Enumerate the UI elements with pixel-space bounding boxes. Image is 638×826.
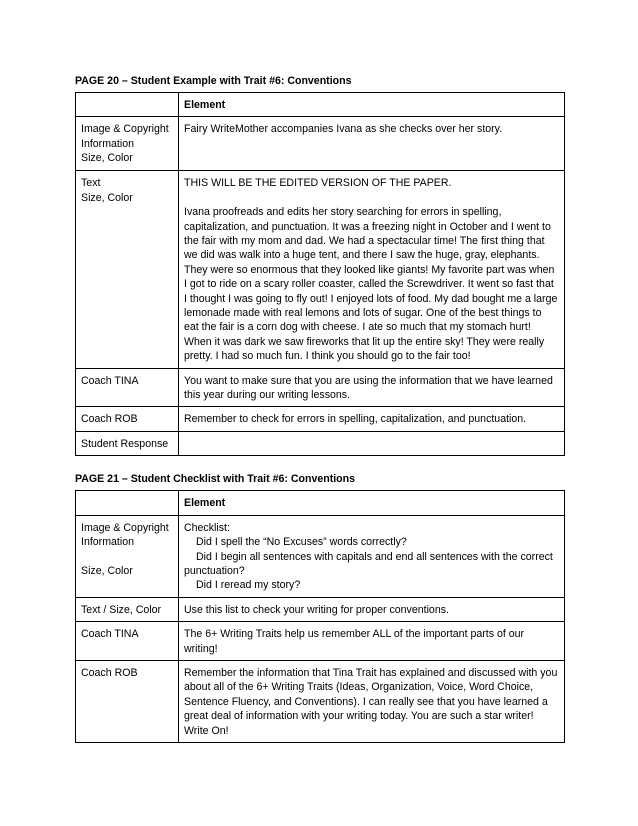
label-line: Size, Color [81, 564, 133, 577]
row-label-coach-tina: Coach TINA [76, 368, 179, 407]
label-line: Text [81, 177, 101, 190]
checklist-title: Checklist: [184, 521, 230, 534]
table-row [76, 368, 565, 407]
document-page [75, 74, 565, 743]
row-label-text: Text / Size, Color [76, 597, 179, 621]
row-content-text: Use this list to check your writing for proper conventions. [179, 597, 565, 621]
label-line: Image & Copyright [81, 123, 169, 136]
table-row [76, 491, 565, 515]
label-line: Size, Color [81, 152, 133, 165]
header-element-cell: Element [179, 93, 565, 117]
row-content-coach-rob: Remember the information that Tina Trait has explained and discussed with you about all of the 6+ Writing Traits (Ideas, Organization, Voice, Word Choice, Sentence Fluency, and Conventions). I can really see that you have learned a great deal of information with your writing today. You are such a star writer! Write On! [179, 660, 565, 742]
page20-table [75, 92, 565, 456]
table-row [76, 660, 565, 742]
row-content-checklist [179, 515, 565, 597]
table-row [76, 407, 565, 431]
row-label-text [76, 171, 179, 368]
header-empty-cell [76, 93, 179, 117]
story-text: Ivana proofreads and edits her story searching for errors in spelling, capitalization, and punctuation. It was a freezing night in October and I went to the fair with my mom and dad. We had a spectacular time! The first thing that we did was walk into a huge tent, and there I saw the huge, gray, elephants. They were so enormous that they looked like giants! My favorite part was when I got to ride on a scary roller coaster, called the Screwdriver. It went so fast that I thought I was going to fly out! I enjoyed lots of food. My dad bought me a large lemonade made with real lemons and lots of sugar. One of the best things to eat the fair is a corn dog with cheese. I ate so much that my stomach hurt! When it was dark we saw fireworks that lit up the entire sky! They were really pretty. I had so much fun. I think you should go to the fair too! [184, 206, 558, 363]
label-line: Information [81, 137, 134, 150]
table-row [76, 171, 565, 368]
row-content-text [179, 171, 565, 368]
checklist-item: Did I begin all sentences with capitals and end all sentences with the correct [196, 550, 553, 563]
row-label-coach-rob: Coach ROB [76, 407, 179, 431]
table-row [76, 515, 565, 597]
row-label-coach-tina: Coach TINA [76, 622, 179, 661]
label-line [81, 550, 173, 564]
table-row [76, 93, 565, 117]
row-content-coach-rob: Remember to check for errors in spelling, capitalization, and punctuation. [179, 407, 565, 431]
row-content-coach-tina: The 6+ Writing Traits help us remember ALL of the important parts of our writing! [179, 622, 565, 661]
row-content-student-response[interactable] [179, 431, 565, 455]
page21-table [75, 490, 565, 743]
table-row [76, 117, 565, 171]
edited-version-note: THIS WILL BE THE EDITED VERSION OF THE PAPER. [184, 177, 452, 190]
row-content-image: Fairy WriteMother accompanies Ivana as she checks over her story. [179, 117, 565, 171]
row-label-image [76, 117, 179, 171]
label-line: Information [81, 536, 134, 549]
page20-heading: PAGE 20 – Student Example with Trait #6: Conventions [75, 75, 352, 87]
table-row [76, 622, 565, 661]
label-line: Image & Copyright [81, 521, 169, 534]
label-line: Size, Color [81, 191, 133, 204]
checklist-item: Did I reread my story? [196, 579, 301, 592]
page21-heading: PAGE 21 – Student Checklist with Trait #6: Conventions [75, 473, 356, 486]
checklist-item: Did I spell the “No Excuses” words correctly? [196, 536, 407, 549]
checklist-item-continued: punctuation? [184, 564, 245, 577]
table-row [76, 431, 565, 455]
row-label-student-response: Student Response [76, 431, 179, 455]
header-element-cell: Element [179, 491, 565, 515]
table-row [76, 597, 565, 621]
header-empty-cell [76, 491, 179, 515]
row-label-coach-rob: Coach ROB [76, 660, 179, 742]
row-content-coach-tina: You want to make sure that you are using the information that we have learned this year during our writing lessons. [179, 368, 565, 407]
row-label-image [76, 515, 179, 597]
